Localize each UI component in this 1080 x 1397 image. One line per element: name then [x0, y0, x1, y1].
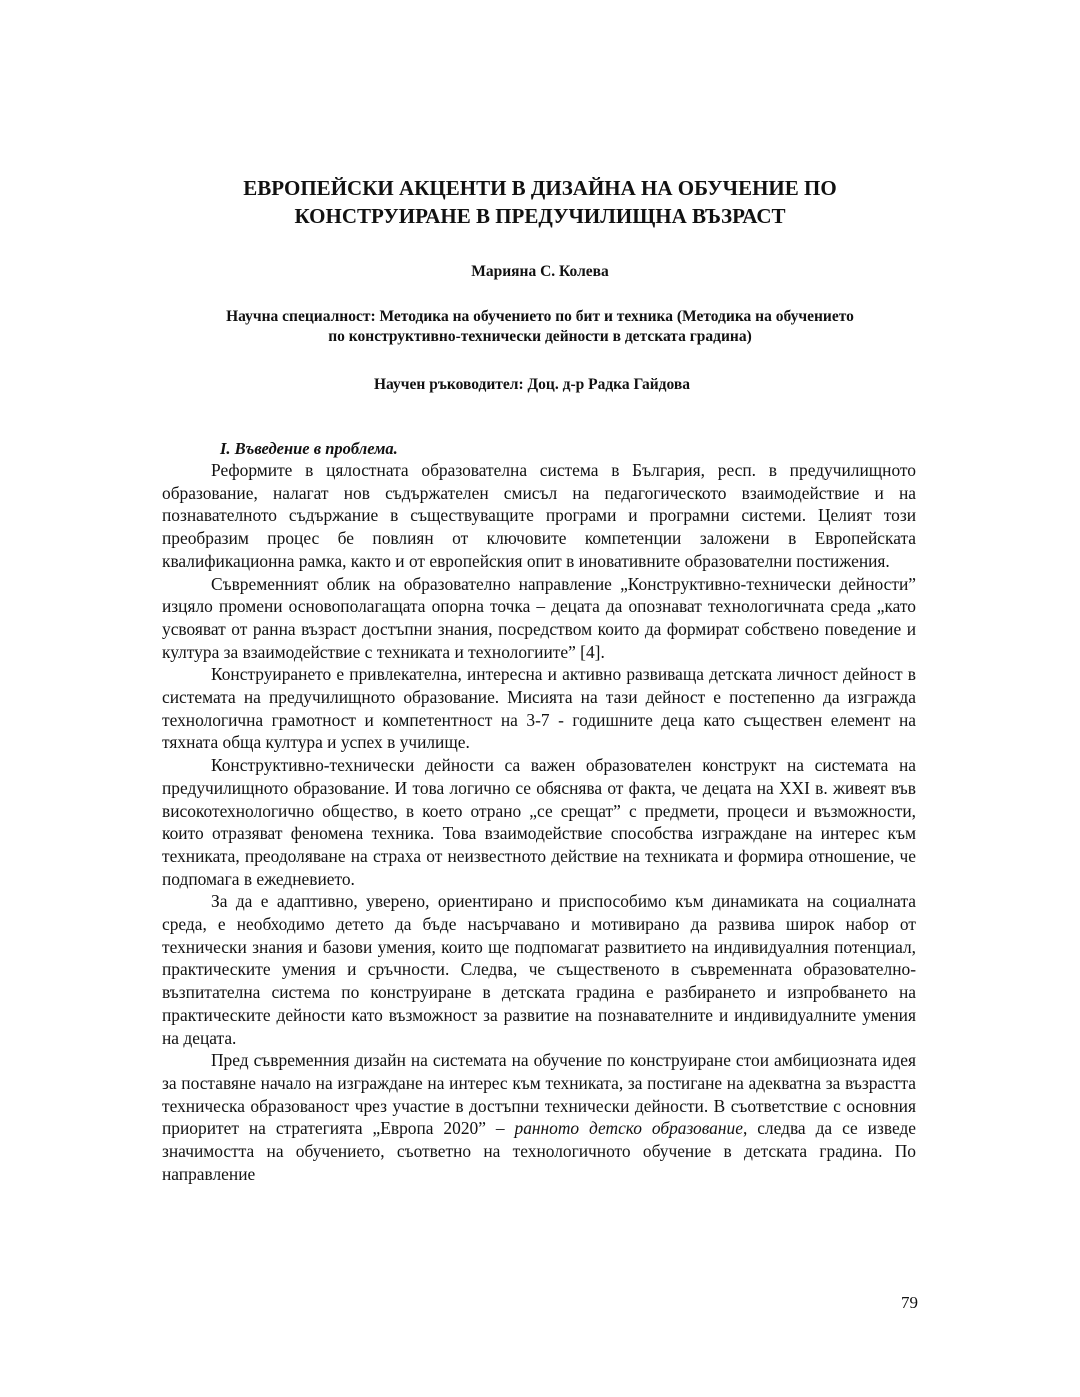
paragraph: Съвременният облик на образователно направление „Конструктивно-технически дейности” изцяло промени основополагащата опорна точка – децата да опознават технологичната среда „като усвояват от ранна възраст достъпни знания, посредством които да формират собствено поведение и култура за взаимодействие с техниката и технологиите” [4].	[162, 573, 916, 662]
paragraph-text-start: Пред съвременния дизайн на системата на обучение по конструиране стои амбициозната идея за поставяне начало на изграждане на интерес към техниката, за постигане на адекватна за възрастта техническа образованост чрез участие в достъпни технически дейности. В съответствие с основния приоритет на стратегията „Европа 2020” –	[162, 1050, 916, 1139]
paragraph: Реформите в цялостната образователна система в България, респ. в предучилищното образование, налагат нов съдържателен смисъл на педагогическото взаимодействие и на познавателното съдържание в съществуващите програми и програмни системи. Целият този преобразим процес бе повлиян от ключовите компетенции заложени в Европейската квалификационна рамка, както и от европейския опит в иновативните образователни постижения.	[162, 460, 916, 571]
specialty-line-2: по конструктивно-технически дейности в детската градина)	[328, 328, 752, 345]
author-name: Марияна С. Колева	[471, 263, 609, 280]
paper-title	[150, 174, 930, 230]
paragraph: Конструктивно-технически дейности са важен образователен конструкт на системата на предучилищното образование. И това логично се обяснява от факта, че децата на XXI в. живеят във високотехнологично общество, в което отрано „се срещат” с предмети, процеси и възможности, които отразяват феномена техника. Това взаимодействие способства изграждане на интерес към техниката, преодоляване на страха от неизвестното действие на техниката и формира отношение, че подпомага в ежедневието.	[162, 755, 916, 889]
page-number: 79	[901, 1293, 918, 1312]
body-text	[162, 459, 916, 1186]
paragraph-text-end: , следва да се изведе значимостта на обучението, съответно на технологичното обучение в детската градина. По направление	[162, 1118, 917, 1184]
paragraph: Конструирането е привлекателна, интересна и активно развиваща детската личност дейност в системата на предучилищното образование. Мисията на тази дейност е постепенно да изгражда технологична грамотност и компетентност на 3-7 - годишните деца като съществен елемент на тяхната обща култура и успех в училище.	[162, 664, 916, 753]
paragraph: За да е адаптивно, уверено, ориентирано и приспособимо към динамиката на социалната среда, е необходимо детето да бъде насърчавано и мотивирано да развива широк набор от технически знания и базови умения, които ще подпомагат развитието на индивидуалния потенциал, практическите умения и сръчности. Следва, че същественото в съвременната образователно-възпитателна система по конструиране в детската градина е разбирането и изпробването на практическите дейности като възможност за развитие на познавателните и индивидуалните умения на децата.	[162, 891, 916, 1048]
paragraph-last	[162, 1049, 916, 1185]
specialty-line-1: Научна специалност: Методика на обучението по бит и техника (Методика на обучението	[226, 308, 854, 325]
title-line-2: КОНСТРУИРАНЕ В ПРЕДУЧИЛИЩНА ВЪЗРАСТ	[294, 204, 786, 228]
title-line-1: ЕВРОПЕЙСКИ АКЦЕНТИ В ДИЗАЙНА НА ОБУЧЕНИЕ ПО	[243, 176, 837, 200]
scientific-supervisor: Научен ръководител: Доц. д-р Радка Гайдова	[374, 376, 690, 393]
emphasized-phrase: ранното детско образование	[514, 1118, 743, 1139]
section-heading: I. Въведение в проблема.	[220, 439, 398, 458]
scientific-specialty	[150, 307, 930, 347]
